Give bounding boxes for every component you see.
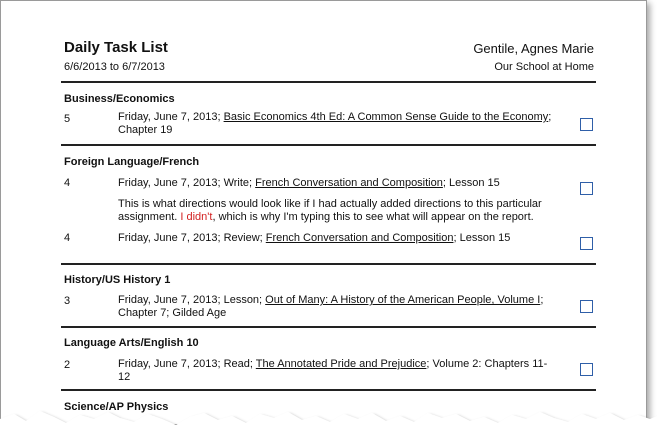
- directions-line-2: assignment.: [118, 211, 181, 223]
- task-date-type: Friday, June 7, 2013; Review;: [118, 232, 266, 244]
- resource-title-link[interactable]: French Conversation and Composition: [255, 177, 443, 189]
- directions-line-2-end: , which is why I'm typing this to see what will appear on the report.: [212, 211, 534, 223]
- subject-heading: Foreign Language/French: [64, 156, 200, 168]
- section-divider: [61, 389, 596, 391]
- task-detail: Chapter 19: [118, 124, 173, 136]
- task-description: [118, 358, 556, 384]
- section-divider: [61, 326, 596, 328]
- task-description: [118, 294, 556, 320]
- task-checkbox[interactable]: [580, 237, 593, 250]
- section-divider: [61, 144, 596, 146]
- subject-heading: History/US History 1: [64, 274, 171, 286]
- resource-title-link[interactable]: French Conversation and Composition: [265, 232, 454, 244]
- directions-highlight: I didn't: [180, 211, 213, 223]
- task-date-type: Friday, June 7, 2013; Lesson;: [118, 294, 266, 306]
- task-number: 4: [64, 232, 71, 244]
- task-number: 2: [64, 359, 71, 371]
- task-description: [118, 177, 556, 190]
- task-number: 4: [64, 177, 71, 189]
- task-checkbox[interactable]: [580, 300, 593, 313]
- task-suffix: ; Volume 2: Chapters 11-12: [118, 358, 548, 383]
- task-suffix: ;: [540, 294, 544, 306]
- task-checkbox[interactable]: [580, 118, 593, 131]
- section-divider: [61, 263, 596, 265]
- subject-heading: Science/AP Physics: [64, 401, 169, 413]
- resource-title-link[interactable]: The Annotated Pride and Prejudice: [255, 358, 427, 370]
- task-date-type: Friday, June 7, 2013; Write;: [118, 177, 256, 189]
- task-suffix: ; Lesson 15: [442, 177, 500, 189]
- resource-title-link[interactable]: Basic Economics 4th Ed: A Common Sense Guide to the Economy: [223, 111, 549, 123]
- task-detail: Chapter 7; Gilded Age: [118, 307, 227, 319]
- task-number: 3: [64, 295, 71, 307]
- task-date-type: Friday, June 7, 2013; Read;: [118, 358, 256, 370]
- task-checkbox[interactable]: [580, 363, 593, 376]
- resource-title-link[interactable]: Out of Many: A History of the American People, Volume I: [265, 294, 541, 306]
- header-divider: [61, 81, 596, 83]
- task-suffix: ;: [548, 111, 552, 123]
- directions-line-1: This is what directions would look like if I had actually added directions to this particular: [118, 198, 542, 210]
- task-description: [118, 111, 556, 137]
- task-description: [118, 232, 556, 245]
- task-date-type: Friday, June 7, 2013;: [118, 111, 224, 123]
- date-range: 6/6/2013 to 6/7/2013: [64, 61, 165, 73]
- task-checkbox[interactable]: [580, 182, 593, 195]
- report-title: Daily Task List: [64, 39, 168, 56]
- subject-heading: Business/Economics: [64, 93, 175, 105]
- subject-heading: Language Arts/English 10: [64, 337, 199, 349]
- student-name: Gentile, Agnes Marie: [473, 41, 594, 56]
- task-suffix: ; Lesson 15: [453, 232, 511, 244]
- school-name: Our School at Home: [494, 61, 594, 73]
- task-number: 5: [64, 113, 71, 125]
- task-directions: [118, 198, 558, 224]
- torn-edge-graphic: [0, 392, 657, 433]
